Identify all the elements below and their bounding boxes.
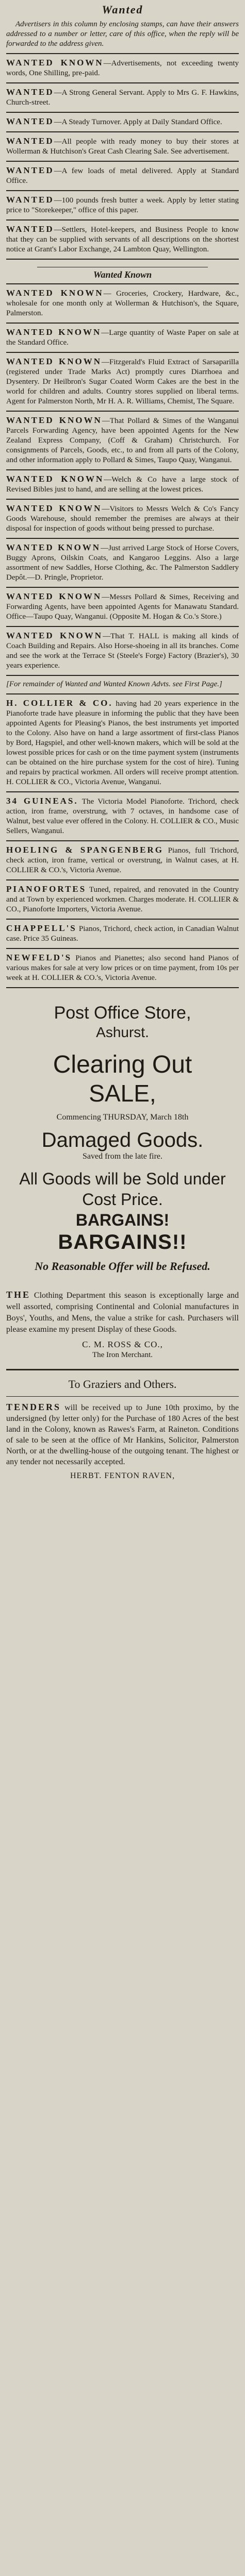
ad-lead-word: WANTED KNOWN	[6, 503, 102, 513]
po-signature: C. M. ROSS & CO.,	[82, 1340, 163, 1349]
advertisement	[6, 412, 239, 470]
ad-lead-word: WANTED	[6, 87, 54, 97]
tender-lead: TENDERS	[6, 1402, 61, 1412]
advertisement	[6, 588, 239, 627]
wanted-known-section	[6, 284, 239, 988]
ad-text: —Advertisements, not exceeding twenty words, One Shilling, pre-paid.	[6, 59, 239, 77]
po-location: Ashurst.	[96, 1024, 149, 1040]
ad-lead-word: CHAPPELL'S	[6, 923, 77, 933]
ad-paragraph	[6, 357, 239, 406]
ad-text: — Groceries, Crockery, Hardware, &c., wholesale for one month only at Wollerman & Hutchison's, the Square, Palmerston.	[6, 290, 239, 317]
advertisement	[6, 500, 239, 539]
ad-text: —A Steady Turnover. Apply at Daily Standard Office.	[54, 118, 222, 126]
po-bargains-1: BARGAINS!	[75, 1211, 170, 1229]
ad-text: —That T. HALL is making all kinds of Coach Building and Repairs. Also Horse-shoeing in all its branches. Come and see the work at the Terrace St (Steele's Forge) Factory (Brazier's), 30 years experience.	[6, 632, 239, 670]
ad-lead-word: WANTED	[6, 165, 54, 175]
ad-paragraph	[6, 503, 239, 534]
po-commencing: Commencing THURSDAY, March 18th	[56, 1113, 189, 1122]
ad-paragraph	[6, 195, 239, 215]
po-body-text: Clothing Department this season is exceptionally large and well assorted, comprising Continental and Colonial manufactures in Boys', Youths, and Mens, the value a strike for cash. Purchasers will please examine my present Display of these Goods.	[6, 1291, 239, 1334]
ad-paragraph	[6, 923, 239, 944]
tender-signature: HERBT. FENTON RAVEN,	[70, 1471, 175, 1480]
wanted-known-title: Wanted Known	[93, 269, 152, 280]
ad-lead-word: WANTED KNOWN	[6, 288, 104, 298]
ad-text: Pianos and Pianettes; also second hand Pianos of various makes for sale at very low prices or on time payment, from 10s per week at H. COLLIER & CO.'s, Victoria Avenue.	[6, 954, 239, 982]
ad-lead-word: HOELING & SPANGENBERG	[6, 845, 164, 855]
ad-text: —Visitors to Messrs Welch & Co's Fancy Goods Warehouse, should remember the premises are always at their disposal for inspection of goods without being pressed to purchase.	[6, 505, 239, 533]
po-sale: SALE,	[89, 1080, 156, 1107]
ad-paragraph	[6, 87, 239, 108]
tender-ad	[6, 1397, 239, 1481]
ad-lead-word: H. COLLIER & CO.	[6, 698, 113, 708]
ad-lead-word: WANTED	[6, 116, 54, 126]
ad-lead-word: WANTED	[6, 136, 54, 146]
ad-lead-word: WANTED KNOWN	[6, 58, 104, 67]
ad-text: —Fitzgerald's Fluid Extract of Sarsaparilla (registered under Trade Marks Act) promptly cures Diarrhoea and Dysentery. Dr Heilbron's Sugar Coated Worm Cakes are the best in the world for children and adults. Country stores supplied on liberal terms. Agent for Palmerston North, Mr H. A. R. Williams, Chemist, The Square.	[6, 358, 239, 405]
ad-text: —A few loads of metal delivered. Apply at Standard Office.	[6, 167, 239, 185]
advertisement	[6, 191, 239, 221]
tender-title: To Graziers and Others.	[6, 1370, 239, 1397]
ad-text: —All people with ready money to buy their stores at Wollerman & Hutchison's Great Cash Clearing Sale. See advertisement.	[6, 138, 239, 156]
ad-paragraph	[6, 953, 239, 983]
ad-paragraph	[6, 631, 239, 671]
advertisement	[6, 627, 239, 676]
ad-paragraph	[6, 474, 239, 495]
ad-paragraph	[6, 591, 239, 622]
ad-text: —A Strong General Servant. Apply to Mrs G. F. Hawkins, Church-street.	[6, 89, 239, 107]
wanted-ads-section	[6, 54, 239, 260]
ad-lead-word: WANTED KNOWN	[6, 543, 101, 552]
po-store-name: Post Office Store,	[54, 1003, 191, 1023]
ad-text: —Just arrived Large Stock of Horse Covers, Buggy Aprons, Oilskin Coats, and Kangaroo Leggins. Also a large assortment of new Saddles, Horse Clothing, &c. The Palmerston Saddlery Depôt.—D. Pringle, Proprietor.	[6, 544, 239, 582]
ad-paragraph	[6, 116, 239, 127]
ad-paragraph	[6, 884, 239, 914]
ad-paragraph	[6, 136, 239, 157]
post-office-store-ad	[6, 988, 239, 1370]
ad-lead-word: 34 GUINEAS.	[6, 796, 78, 806]
ad-paragraph	[6, 415, 239, 465]
advertisement	[6, 880, 239, 920]
ad-lead-word: NEWFELD'S	[6, 953, 72, 962]
ad-text: —100 pounds fresh butter a week. Apply by letter stating price to "Storekeeper," office of this paper.	[6, 196, 239, 214]
ad-lead-word: WANTED KNOWN	[6, 591, 102, 601]
ad-paragraph	[6, 165, 239, 186]
advertisement	[6, 841, 239, 880]
ad-paragraph	[6, 796, 239, 836]
advertisement	[6, 324, 239, 353]
po-saved-fire: Saved from the late fire.	[82, 1152, 163, 1161]
po-all-goods: All Goods will be Sold under	[19, 1170, 226, 1188]
ad-text: —That Pollard & Simes of the Wanganui Parcels Forwarding Agency, have been appointed Agents for the New Zealand Express Company, (Coff & Graham) Christchurch. For consignments of Parcels, Goods, etc., to and from all parts of the Colony, and other information apply to Pollard & Simes, Taupo Quay, Wanganui.	[6, 417, 239, 464]
ad-paragraph	[6, 543, 239, 583]
po-signature-subtitle: The Iron Merchant.	[92, 1351, 153, 1359]
column-intro: Advertisers in this column by enclosing stamps, can have their answers addressed to a number or letter, care of this office, when the reply will be forwarded to the address given.	[6, 20, 239, 54]
ad-lead-word: WANTED KNOWN	[6, 415, 102, 425]
ad-text: having had 20 years experience in the Pianoforte trade have pleasure in informing the public that they have been appointed Agents for Pleasing's Pianos, the best instruments yet imported to the Colony. Also have on hand a large assortment of first-class Pianos by Bord, Hagspiel, and other well-known makers, which will be sold at the lowest possible prices for cash or on the time payment system (instruments can be obtained on the hire purchase system for the cost of hire). Tuning and repairs by practical workmen. All orders will receive prompt attention. H. COLLIER & CO., Victoria Avenue, Wanganui.	[6, 700, 239, 786]
advertisement	[6, 221, 239, 260]
ad-paragraph	[6, 680, 239, 689]
ad-text: —Welch & Co have a large stock of Revised Bibles just to hand, and are selling at the lowest prices.	[6, 476, 239, 494]
ad-paragraph	[6, 698, 239, 787]
ad-paragraph	[6, 224, 239, 255]
po-clearing-out: Clearing Out	[53, 1051, 192, 1078]
ad-text: The Victoria Model Pianoforte. Trichord, check action, iron frame, overstrung, with 7 octaves, in handsome case of Walnut, best value ever offered in the Colony. H. COLLIER & CO., Music Sellers, Wanganui.	[6, 798, 239, 835]
ad-paragraph	[6, 845, 239, 875]
ad-text: —Settlers, Hotel-keepers, and Business People to know that they can be supplied with servants of all descriptions on the shortest notice at Grant's Labor Exchange, 24 Lambton Quay, Wellington.	[6, 226, 239, 253]
ad-lead-word: WANTED KNOWN	[6, 631, 103, 640]
po-clothing-paragraph	[6, 1286, 239, 1335]
advertisement	[6, 539, 239, 588]
ad-lead-word: WANTED KNOWN	[6, 327, 102, 337]
ad-lead-word: PIANOFORTES	[6, 884, 87, 894]
advertisement	[6, 792, 239, 841]
advertisement	[6, 676, 239, 694]
column-header: Wanted	[102, 3, 143, 16]
advertisement	[6, 949, 239, 988]
advertisement	[6, 470, 239, 500]
ad-text: [For remainder of Wanted and Wanted Known Advts. see First Page.]	[6, 680, 222, 688]
po-no-offer-refused: No Reasonable Offer will be Refused.	[35, 1260, 210, 1273]
ad-text: —Large quantity of Waste Paper on sale at the Standard Office.	[6, 329, 239, 347]
advertisement	[6, 132, 239, 162]
advertisement	[6, 83, 239, 113]
advertisement	[6, 353, 239, 412]
ad-lead-word: WANTED	[6, 224, 54, 234]
po-damaged-goods: Damaged Goods.	[41, 1129, 204, 1151]
ad-text: Tuned, repaired, and renovated in the Country and at Town by experienced workmen. Charges moderate. H. COLLIER & CO., Pianoforte Importers, Victoria Avenue.	[6, 886, 239, 913]
ad-text: Pianos, full Trichord, check action, iron frame, vertical or overstrung, in Walnut cases, at H. COLLIER & CO.'s, Victoria Avenue.	[6, 846, 239, 874]
ad-lead-word: WANTED KNOWN	[6, 357, 102, 366]
po-cost-price: Cost Price.	[82, 1190, 163, 1209]
advertisement	[6, 113, 239, 132]
advertisement	[6, 694, 239, 792]
ad-text: Pianos, Trichord, check action, in Canadian Walnut case. Price 35 Guineas.	[6, 925, 239, 943]
newspaper-column	[3, 0, 242, 2576]
ad-paragraph	[6, 58, 239, 78]
advertisement	[6, 162, 239, 191]
advertisement	[6, 54, 239, 83]
ad-lead-word: WANTED KNOWN	[6, 474, 104, 484]
advertisement	[6, 284, 239, 324]
advertisement	[6, 920, 239, 949]
ad-paragraph	[6, 288, 239, 318]
ad-lead-word: WANTED	[6, 195, 54, 205]
po-body-lead: THE	[6, 1290, 31, 1300]
tender-body: will be received up to June 10th proximo, by the undersigned (by letter only) for the Purchase of 180 Acres of the best land in the Colony, known as Rawes's Farm, at Raineton. Conditions of sale to be seen at the office of Mr Hankins, Solicitor, Palmerston North, or at the dwelling-house of the outgoing tenant. The highest or any tender not necessarily accepted.	[6, 1403, 239, 1466]
ad-paragraph	[6, 327, 239, 348]
wanted-known-header	[6, 260, 239, 284]
ad-text: —Messrs Pollard & Simes, Receiving and Forwarding Agents, have been appointed Agents for Manawatu Standard. Office—Taupo Quay, Wanganui. (Opposite M. Hogan & Co.'s Store.)	[6, 593, 239, 621]
po-bargains-2: BARGAINS!!	[58, 1231, 187, 1253]
